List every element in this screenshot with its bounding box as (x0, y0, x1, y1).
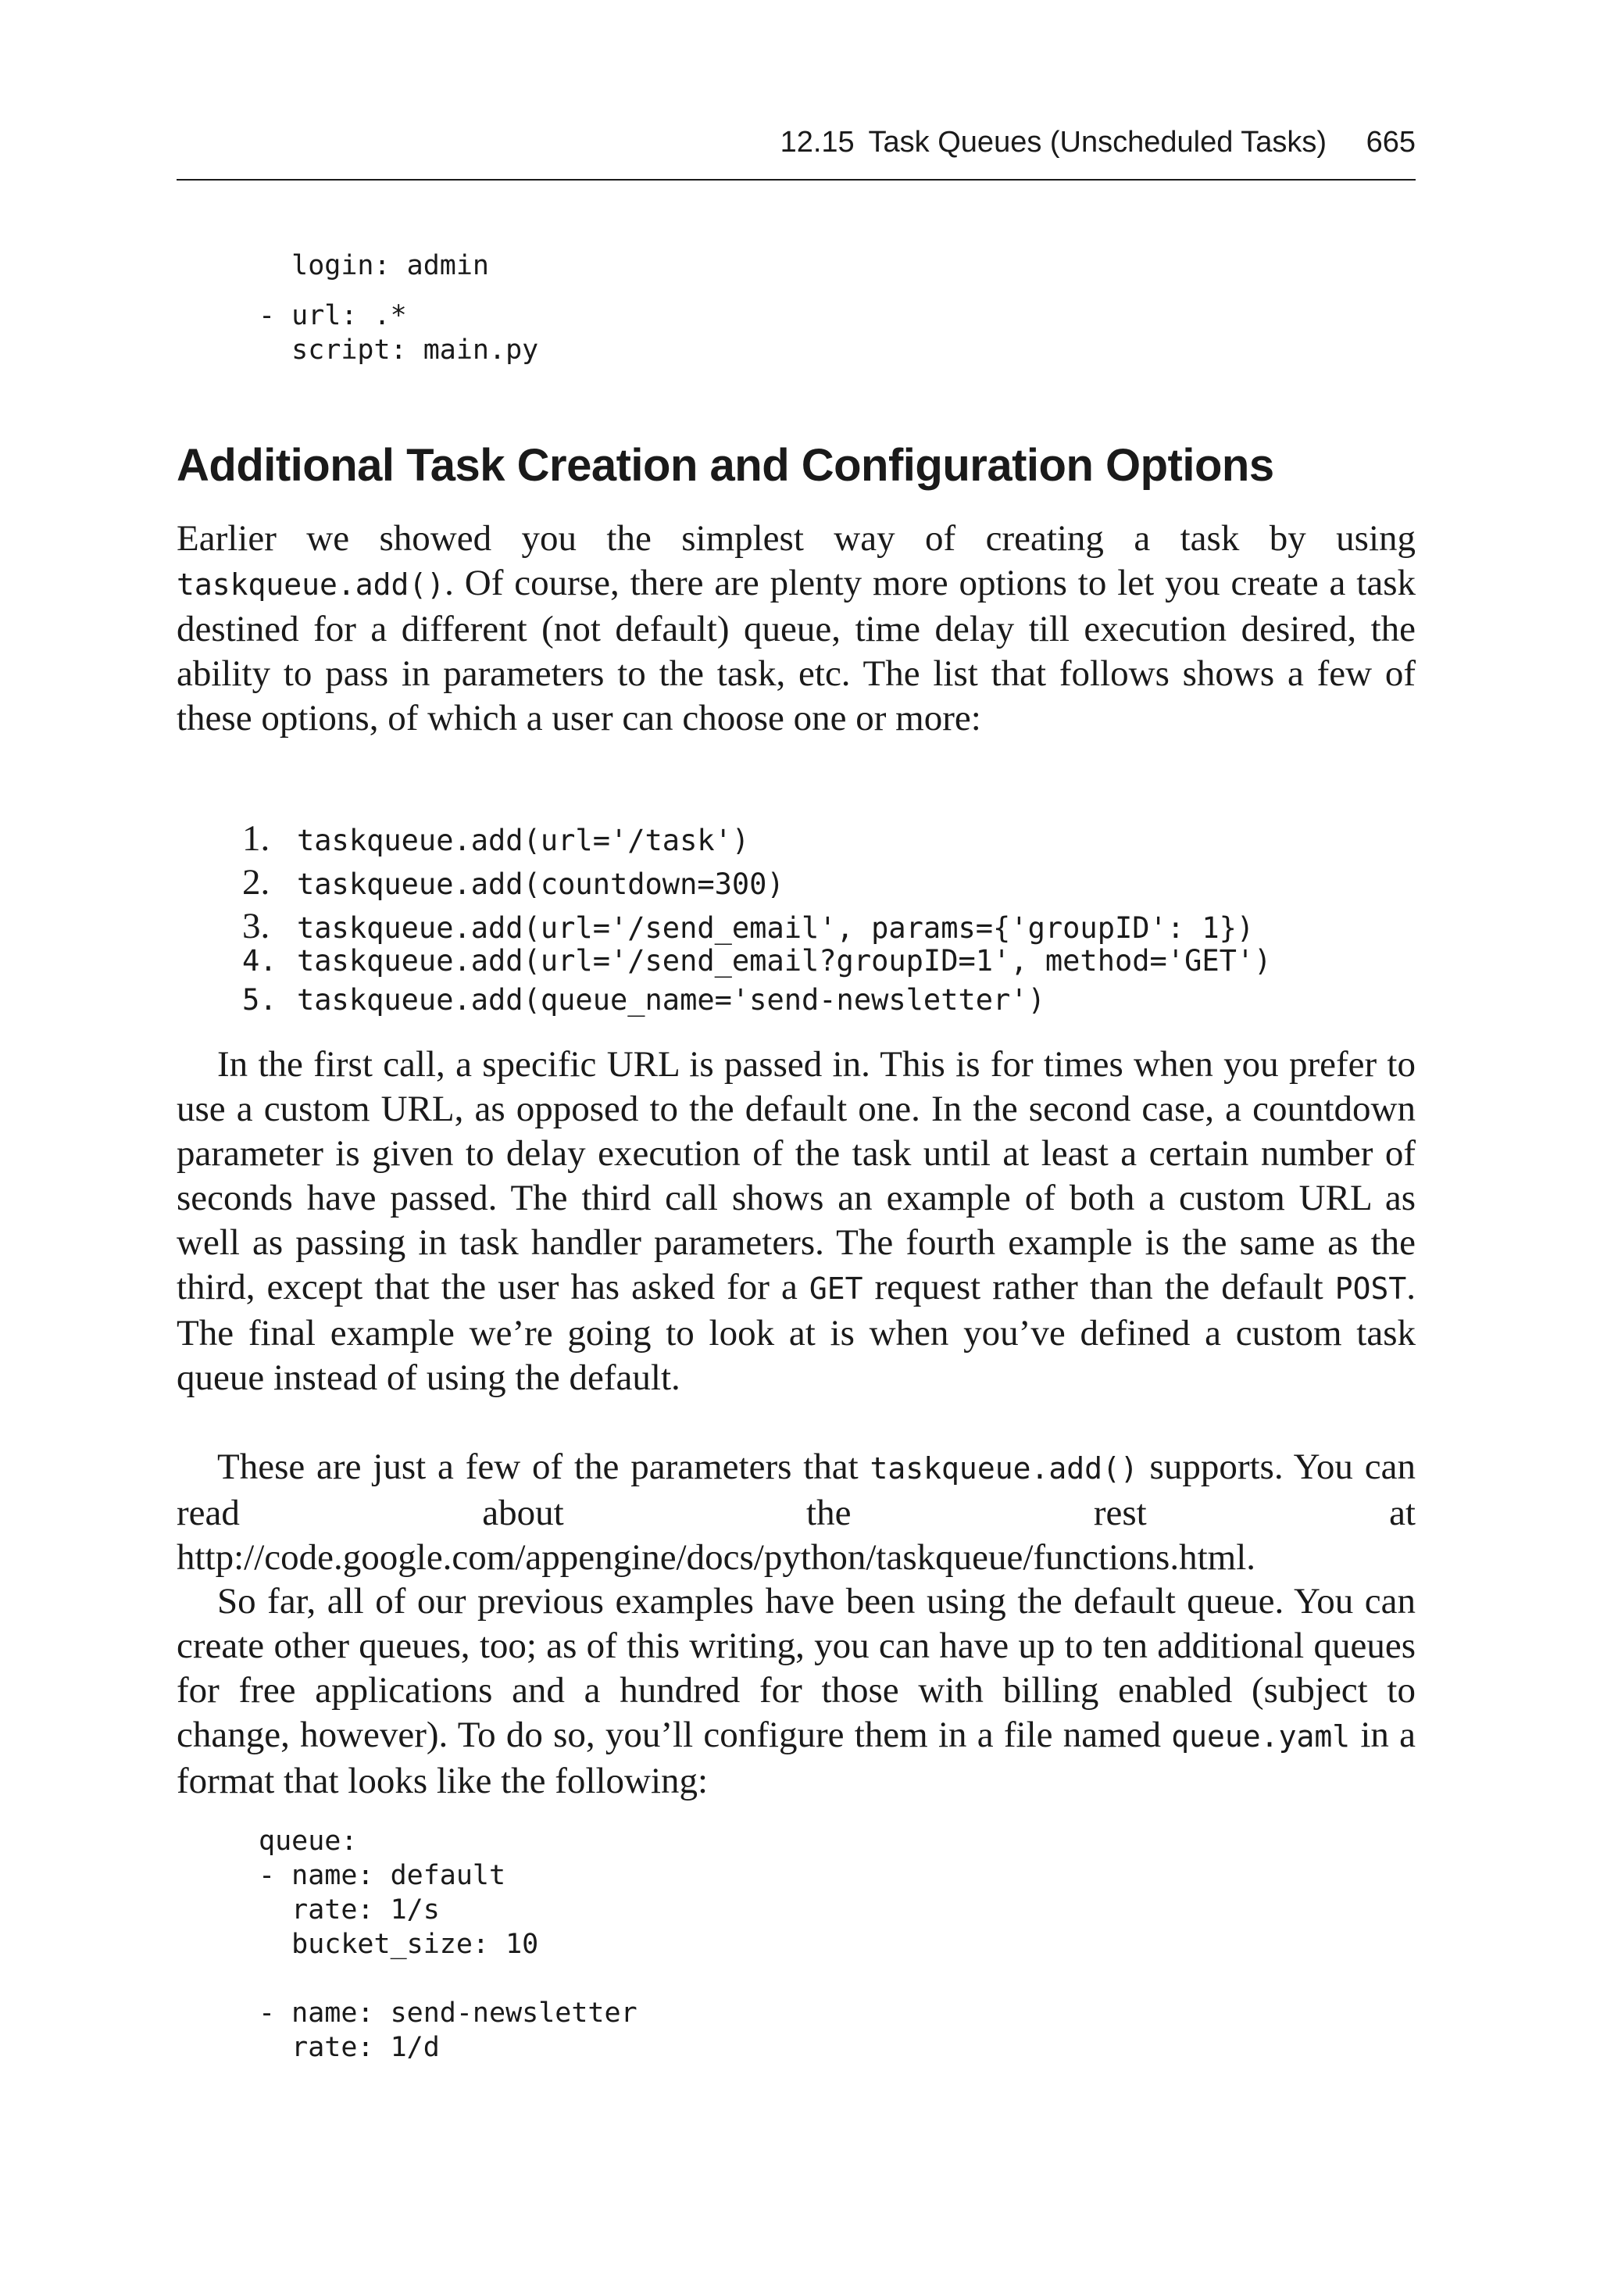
text-run: So far, all of our previous examples have been using the default queue. You can create other queues, too; as of this writing, you can have up to ten additional queues for free applications and a hundred for those with billing enabled (subject to change, however). To do so, you’ll configure them in a file named (177, 1581, 1416, 1755)
list-code: taskqueue.add(url='/send_email', params={'groupID': 1}) (297, 911, 1255, 945)
list-number: 4. (242, 944, 277, 978)
paragraph-parameters (177, 1445, 1416, 1580)
code-line: - name: default (259, 1860, 506, 1891)
paragraph-explanation (177, 1042, 1416, 1400)
list-number: 5. (242, 983, 277, 1017)
inline-code: taskqueue.add() (177, 567, 445, 602)
list-item (242, 817, 1271, 861)
code-line: rate: 1/d (259, 2032, 440, 2063)
list-code: taskqueue.add(url='/send_email?groupID=1', method='GET') (297, 944, 1272, 978)
text-run: . Of course, there are plenty more options to let you create a task destined for a different (not default) queue, time delay till execution desired, the ability to pass in parameters to the task, etc. The list that follows shows a few of these options, of which a user can choose one or more: (177, 563, 1416, 739)
text-run: in a format that looks like the following: (177, 1715, 1416, 1801)
text-run: request rather than the default (862, 1267, 1335, 1307)
running-head-title: Task Queues (Unscheduled Tasks) (868, 126, 1327, 159)
running-head-section: 12.15 (780, 126, 855, 159)
code-block-queue-yaml (259, 1824, 638, 2065)
list-item (242, 905, 1271, 944)
code-line: - name: send-newsletter (259, 1997, 638, 2029)
text-run: Earlier we showed you the simplest way of creating a task by using (177, 518, 1416, 559)
list-item (242, 861, 1271, 905)
inline-code: POST (1334, 1271, 1407, 1306)
list-code: taskqueue.add(url='/task') (297, 824, 750, 857)
list-code: taskqueue.add(countdown=300) (297, 867, 784, 901)
code-blank-line (259, 283, 538, 299)
code-blank-line (259, 1962, 638, 1996)
list-number: 2. (242, 862, 270, 903)
text-run: supports. You can read about the rest at http://code.google.com/appengine/docs/python/taskqueue/functions.html. (177, 1447, 1416, 1578)
options-list (242, 817, 1271, 1022)
code-block-app-yaml (259, 249, 538, 367)
inline-code: queue.yaml (1171, 1719, 1351, 1754)
code-line: bucket_size: 10 (259, 1929, 539, 1960)
list-item (242, 944, 1271, 983)
paragraph-intro (177, 517, 1416, 741)
code-line: - url: .* (259, 300, 407, 331)
text-run: These are just a few of the parameters that (217, 1447, 870, 1487)
list-number: 1. (242, 818, 270, 859)
inline-code: taskqueue.add() (870, 1451, 1138, 1486)
code-line: rate: 1/s (259, 1894, 440, 1926)
list-code: taskqueue.add(queue_name='send-newsletter') (297, 983, 1045, 1017)
paragraph-queues (177, 1579, 1416, 1804)
header-rule (177, 179, 1416, 181)
code-line: script: main.py (259, 334, 539, 366)
list-number: 3. (242, 906, 270, 946)
list-item (242, 983, 1271, 1022)
running-head (780, 125, 1416, 159)
page-number: 665 (1366, 126, 1416, 159)
code-line: login: admin (259, 250, 490, 281)
section-heading: Additional Task Creation and Configuration Options (177, 440, 1274, 491)
text-run: In the first call, a specific URL is passed in. This is for times when you prefer to use a custom URL, as opposed to the default one. In the second case, a countdown parameter is given to delay execution of the task until at least a certain number of seconds have passed. The third call shows an example of both a custom URL as well as passing in task handler parameters. The fourth example is the same as the third, except that the user has asked for a (177, 1044, 1416, 1307)
inline-code: GET (809, 1271, 863, 1306)
code-line: queue: (259, 1826, 358, 1857)
text-run: . The final example we’re going to look at is when you’ve defined a custom task queue instead of using the default. (177, 1267, 1416, 1398)
